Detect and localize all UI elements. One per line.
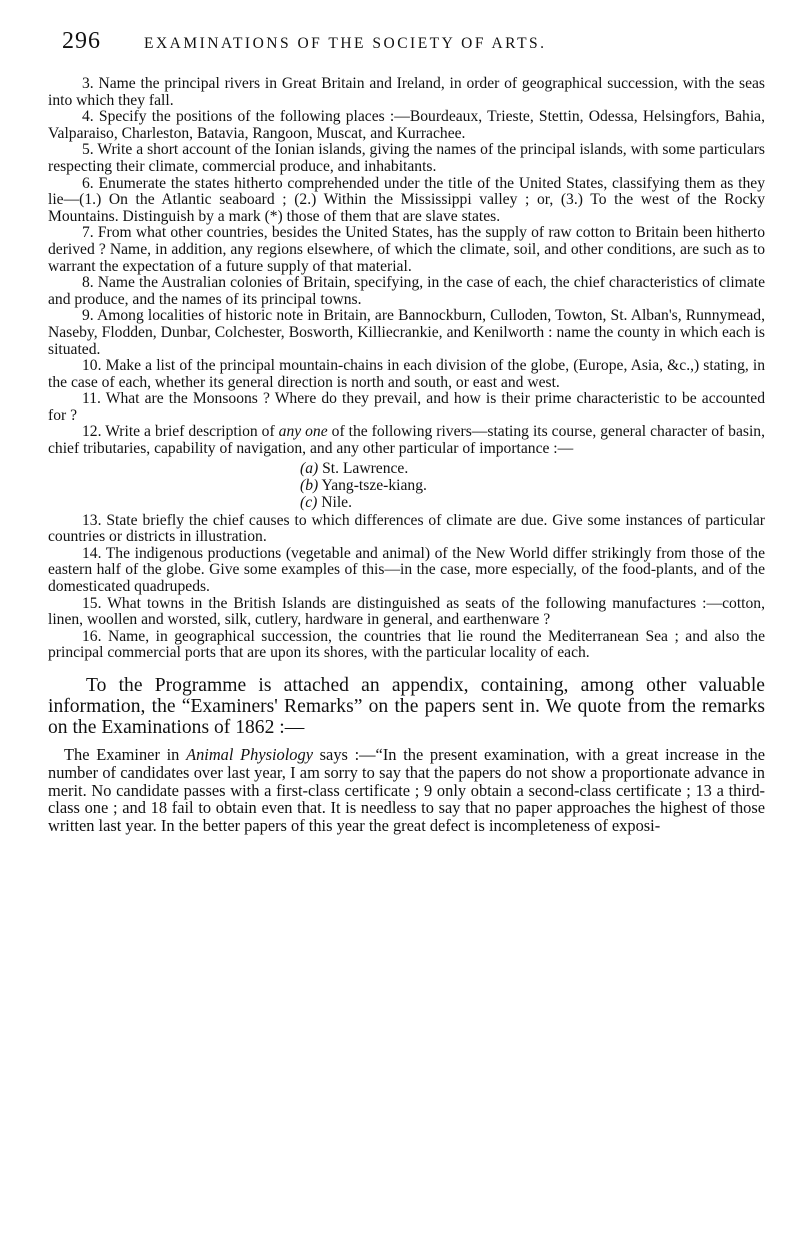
- quote-subject: Animal Physiology: [186, 745, 313, 765]
- question-7: 7. From what other countries, besides the United States, has the supply of raw cotton to Britain been hitherto derived ? Name, in addition, any regions elsewhere, of which the climate, soil, and other conditions, are such as to warrant the expectation of a future supply of that material.: [48, 224, 765, 275]
- river-name: St. Lawrence.: [322, 459, 409, 477]
- running-head: [48, 28, 765, 62]
- running-title: EXAMINATIONS OF THE SOCIETY OF ARTS.: [144, 35, 547, 52]
- quote-lead: The Examiner in: [64, 745, 187, 765]
- river-name: Nile.: [321, 493, 352, 511]
- question-6: 6. Enumerate the states hitherto comprehended under the title of the United States, classifying them as they lie—(1.) On the Atlantic seaboard ; (2.) Within the Mississippi valley ; or, (3.) To the west of the Rocky Mountains. Distinguish by a mark (*) those of them that are slave states.: [48, 174, 765, 225]
- commentary-paragraph: To the Programme is attached an appendix, containing, among other valuable information, the “Examiners' Remarks” on the papers sent in. We quote from the remarks on the Examinations of 1862 :—: [48, 675, 765, 738]
- river-name: Yang-tsze-kiang.: [321, 476, 427, 494]
- question-4: 4. Specify the positions of the following places :—Bourdeaux, Trieste, Stettin, Odessa, Helsingfors, Bahia, Valparaiso, Charleston, Batavia, Rangoon, Muscat, and Kurrachee.: [48, 108, 765, 142]
- quote-text: says :—“In the present examination, with a great increase in the number of candidates over last year, I am sorry to say that the papers do not show a proportionate advance in merit. No candidate passes with a first-class certificate ; 9 only obtain a second-class certificate ; 13 a third-class one ; and 18 fail to obtain even that. It is needless to say that no paper approaches the highest of those written last year. In the better papers of this year the great defect is incompleteness of exposi-: [48, 745, 765, 835]
- question-9: 9. Among localities of historic note in Britain, are Bannockburn, Culloden, Towton, St. Alban's, Runnymead, Naseby, Flodden, Dunbar, Colchester, Bosworth, Killiecrankie, and Kenilworth : name the county in which each is situated.: [48, 307, 765, 358]
- river-item: [300, 477, 765, 494]
- river-list: [300, 460, 765, 511]
- river-item: [300, 494, 765, 511]
- question-5: 5. Write a short account of the Ionian islands, giving the names of the principal islands, with some particulars respecting their climate, commercial produce, and inhabitants.: [48, 141, 765, 175]
- question-3: 3. Name the principal rivers in Great Britain and Ireland, in order of geographical succession, with the seas into which they fall.: [48, 75, 765, 109]
- question-12: [48, 424, 765, 457]
- question-15: 15. What towns in the British Islands are distinguished as seats of the following manufactures :—cotton, linen, woollen and worsted, silk, cutlery, hardware in general, and earthenware ?: [48, 594, 765, 629]
- question-11: 11. What are the Monsoons ? Where do they prevail, and how is their prime characteristic to be accounted for ?: [48, 390, 765, 424]
- question-16: 16. Name, in geographical succession, the countries that lie round the Mediterranean Sea ; and also the principal commercial ports that are upon its shores, with the particular locality of each.: [48, 627, 765, 662]
- river-item: [300, 460, 765, 477]
- question-10: 10. Make a list of the principal mountain-chains in each division of the globe, (Europe, Asia, &c.,) stating, in the case of each, whether its general direction is north and south, or east and west.: [48, 357, 765, 391]
- question-12-emphasis: any one: [278, 423, 328, 441]
- examiner-quote: [48, 746, 765, 834]
- river-letter: (a): [300, 459, 319, 477]
- question-list: [48, 76, 765, 662]
- question-12-lead: 12. Write a brief description of: [82, 423, 279, 441]
- river-letter: (b): [300, 476, 319, 494]
- question-14: 14. The indigenous productions (vegetable and animal) of the New World differ strikingly from those of the eastern half of the globe. Give some examples of this—in the case, more especially, of the food-plants, and of the domesticated quadrupeds.: [48, 544, 765, 596]
- question-13: 13. State briefly the chief causes to which differences of climate are due. Give some instances of particular countries or districts in illustration.: [48, 511, 765, 546]
- question-12-tail: of the following rivers—stating its course, general character of basin, chief tributaries, capability of navigation, and any other particular of importance :—: [48, 423, 766, 458]
- question-8: 8. Name the Australian colonies of Britain, specifying, in the case of each, the chief characteristics of climate and produce, and the names of its principal towns.: [48, 274, 765, 308]
- river-letter: (c): [300, 493, 318, 511]
- page-number: 296: [62, 28, 101, 54]
